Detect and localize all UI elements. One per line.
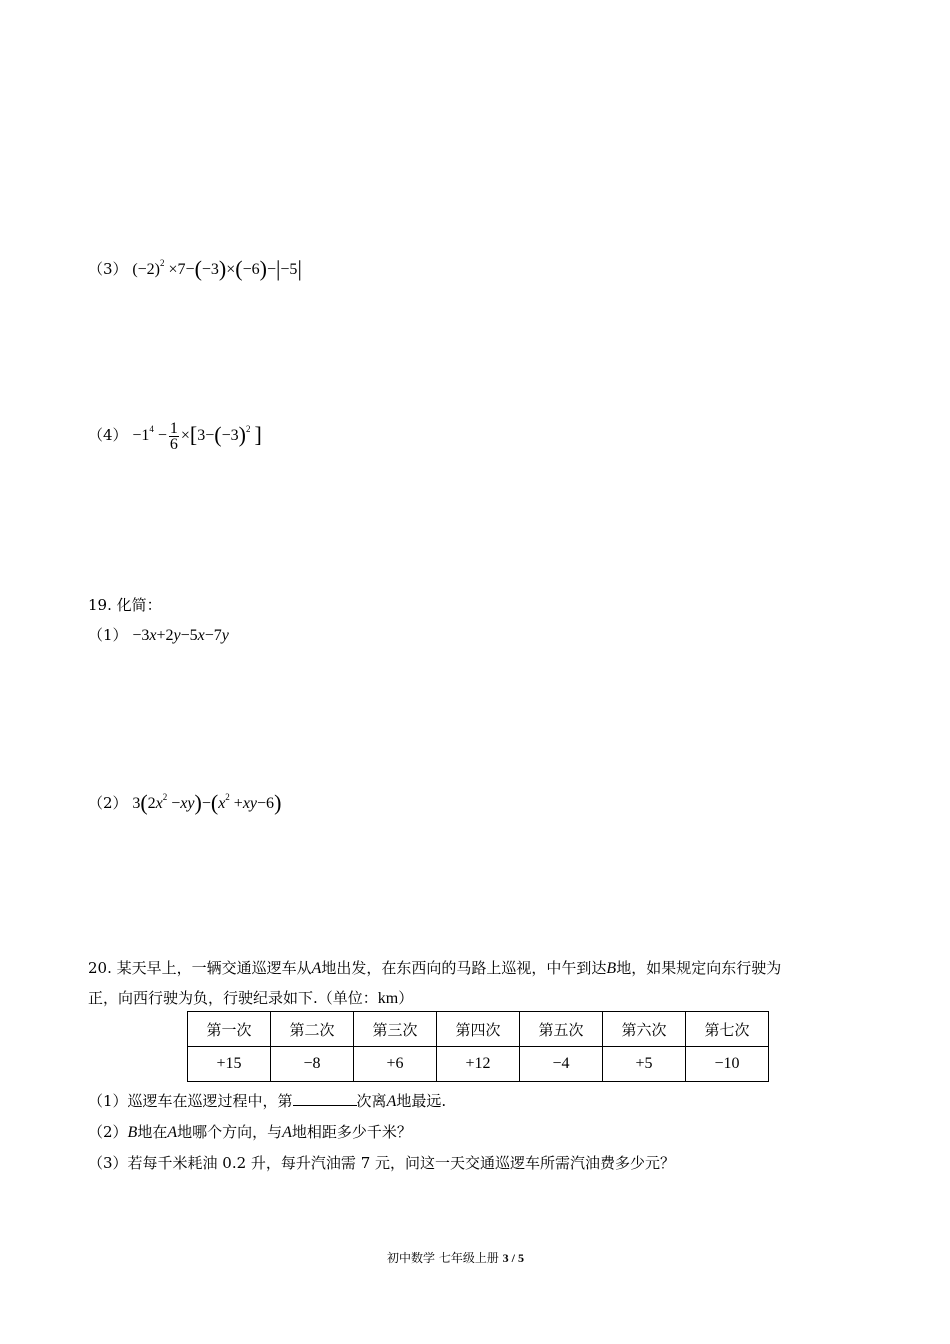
q19-part1-expression: −3x+2y−5x−7y — [132, 627, 229, 644]
q20-sub2-text-c: 地哪个方向，与 — [177, 1123, 283, 1141]
table-header-cell: 第五次 — [520, 1012, 603, 1047]
driving-record-table — [187, 1011, 769, 1082]
point-a: A — [311, 960, 322, 977]
q20-intro-text-b: 地出发，在东西向的马路上巡视，中午到达 — [321, 959, 607, 977]
q20-sub2-text-d: 地相距多少千米？ — [291, 1123, 412, 1141]
q18-part4 — [88, 420, 262, 452]
answer-blank[interactable] — [293, 1091, 357, 1106]
q20-intro-text-c: 地，如果规定向东行驶为 — [616, 959, 782, 977]
page-footer — [387, 1249, 524, 1266]
q20-sub1-text-c: 地最远. — [396, 1092, 447, 1110]
table-header-cell: 第六次 — [603, 1012, 686, 1047]
q20-intro-text-d: 正，向西行驶为负，行驶纪录如下.（单位： — [88, 989, 378, 1007]
q18-part4-expression: $-1^4$ − $\frac{1}{6}$ $\times[3-(-3)^2$ ] — [132, 419, 262, 453]
point-a: A — [282, 1124, 292, 1141]
table-value-cell: −10 — [686, 1047, 769, 1082]
q18-part4-label: （4） — [88, 426, 128, 444]
table-value-cell: +5 — [603, 1047, 686, 1082]
q20-intro-line1 — [88, 957, 781, 978]
q19-part2-label: （2） — [88, 794, 128, 812]
q20-unit: km — [377, 990, 399, 1007]
table-header-row — [188, 1012, 769, 1047]
point-b: B — [606, 960, 617, 977]
footer-text: 初中数学 七年级上册 — [387, 1251, 499, 1265]
q18-part3-expression: $(-2)^2 \times 7-(-3)\times(-6)-|-5|$ — [132, 256, 302, 281]
q19-title: 19. 化简： — [88, 596, 162, 614]
table-value-cell: +6 — [354, 1047, 437, 1082]
q20-sub3: （3）若每千米耗油 0.2 升，每升汽油需 7 元，问这一天交通巡逻车所需汽油费多少元？ — [88, 1154, 676, 1172]
table-value-cell: −8 — [271, 1047, 354, 1082]
q19-part2 — [88, 788, 281, 814]
q20-sub2 — [88, 1121, 412, 1142]
table-header-cell: 第四次 — [437, 1012, 520, 1047]
point-a: A — [386, 1093, 397, 1110]
q20-sub1-text-b: 次离 — [356, 1092, 387, 1110]
footer-page-total: 5 — [518, 1251, 524, 1265]
footer-page-number: 3 — [502, 1251, 509, 1265]
q18-part3-label: （3） — [88, 260, 128, 278]
point-a: A — [167, 1124, 178, 1141]
table-header-cell: 第三次 — [354, 1012, 437, 1047]
footer-separator: / — [508, 1251, 518, 1265]
q19-part1 — [88, 624, 229, 645]
point-b: B — [127, 1124, 138, 1141]
q20-sub1 — [88, 1090, 446, 1111]
table-value-cell: −4 — [520, 1047, 603, 1082]
q20-intro-line2 — [88, 987, 413, 1008]
q20-sub2-text-b: 地在 — [137, 1123, 168, 1141]
q18-part3 — [88, 254, 302, 280]
table-value-cell: +15 — [188, 1047, 271, 1082]
q20-unit-close: ） — [398, 989, 414, 1007]
table-value-cell: +12 — [437, 1047, 520, 1082]
table-header-cell: 第二次 — [271, 1012, 354, 1047]
table-header-cell: 第七次 — [686, 1012, 769, 1047]
q19-part2-expression: $3(2x^2 -xy)-(x^2 +xy-6)$ — [132, 790, 282, 815]
q20-sub1-text-a: （1）巡逻车在巡逻过程中，第 — [88, 1092, 293, 1110]
q20-sub2-text-a: （2） — [88, 1123, 128, 1141]
q19-part1-label: （1） — [88, 626, 128, 644]
table-value-row — [188, 1047, 769, 1082]
q20-intro-text-a: 20. 某天早上，一辆交通巡逻车从 — [88, 959, 312, 977]
table-header-cell: 第一次 — [188, 1012, 271, 1047]
